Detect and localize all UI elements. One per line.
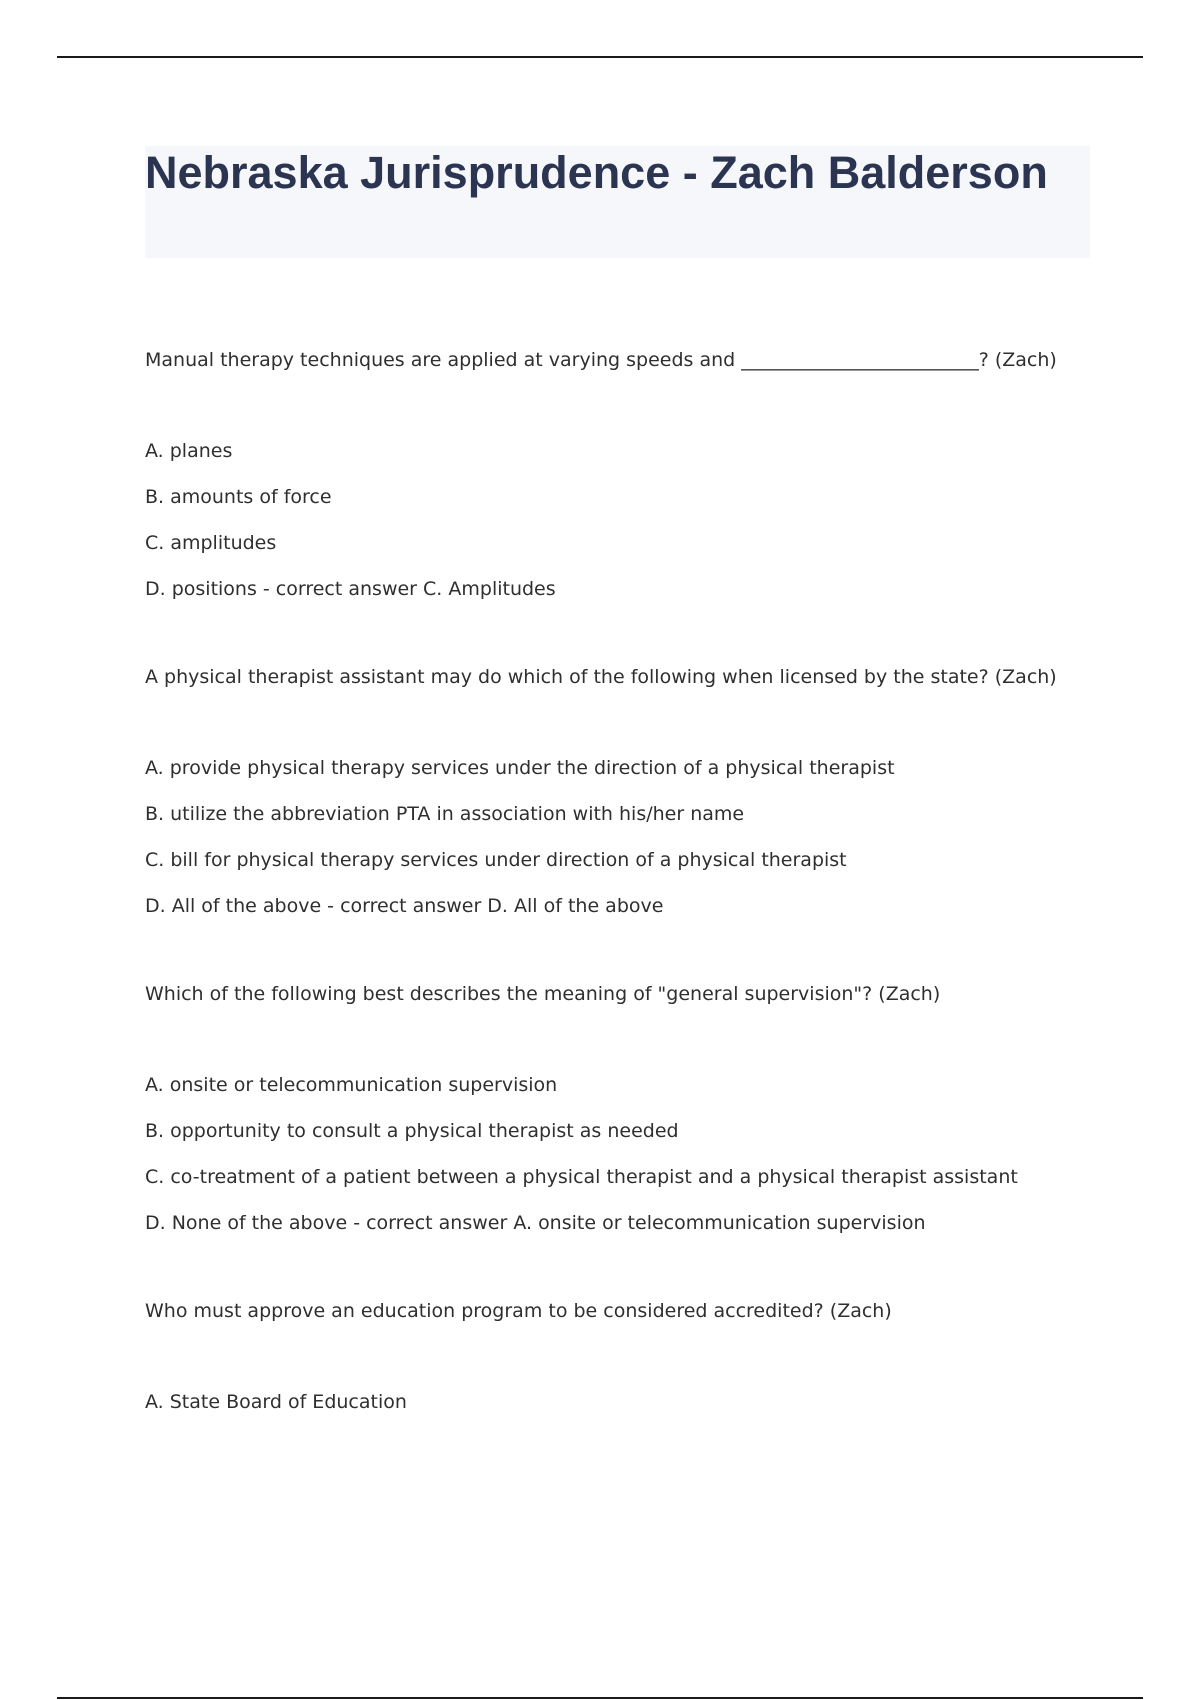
option-item: A. onsite or telecommunication supervision [145,1074,558,1096]
question-prompt: A physical therapist assistant may do which of the following when licensed by the state? (Zach) [145,666,1057,688]
document-title: Nebraska Jurisprudence - Zach Balderson [145,147,1048,198]
option-item: B. utilize the abbreviation PTA in association with his/her name [145,803,745,825]
option-item-answer: D. None of the above - correct answer A. onsite or telecommunication supervision [145,1212,926,1234]
question-block [145,979,1105,1254]
top-rule [57,56,1143,58]
question-prompt: Manual therapy techniques are applied at varying speeds and _________________________? (Zach) [145,349,1057,371]
option-item: A. planes [145,440,233,462]
option-item: A. provide physical therapy services under the direction of a physical therapist [145,757,895,779]
question-prompt: Who must approve an education program to be considered accredited? (Zach) [145,1300,892,1322]
option-list [145,1387,1105,1433]
option-list [145,1070,1105,1254]
document-body [145,345,1105,1475]
question-block [145,345,1105,620]
option-item: A. State Board of Education [145,1391,407,1413]
option-item: C. bill for physical therapy services under direction of a physical therapist [145,849,847,871]
bottom-rule [57,1697,1143,1699]
option-list [145,753,1105,937]
question-prompt: Which of the following best describes the meaning of "general supervision"? (Zach) [145,983,941,1005]
question-block [145,662,1105,937]
option-item: C. co-treatment of a patient between a physical therapist and a physical therapist assistant [145,1166,1018,1188]
option-item: B. amounts of force [145,486,332,508]
option-list [145,436,1105,620]
option-item: C. amplitudes [145,532,277,554]
question-block [145,1296,1105,1433]
option-item-answer: D. All of the above - correct answer D. All of the above [145,895,664,917]
option-item-answer: D. positions - correct answer C. Amplitudes [145,578,556,600]
option-item: B. opportunity to consult a physical therapist as needed [145,1120,679,1142]
